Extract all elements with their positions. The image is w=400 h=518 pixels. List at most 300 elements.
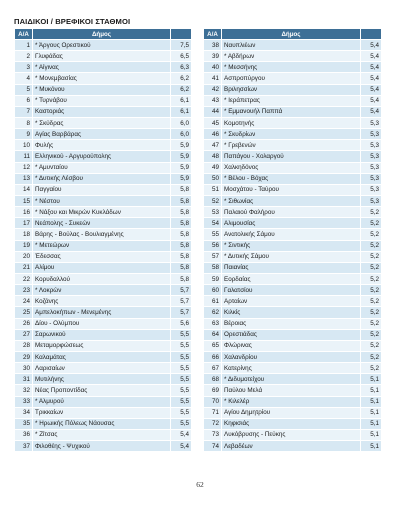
rank-cell: 37: [15, 441, 33, 452]
value-cell: 5,8: [171, 195, 192, 206]
value-cell: 5,8: [171, 240, 192, 251]
municipality-cell: Λαρισαίων: [33, 363, 171, 374]
value-cell: 5,8: [171, 229, 192, 240]
rank-cell: 51: [204, 184, 222, 195]
municipality-cell: * Διδυμοτείχου: [222, 374, 361, 385]
rank-cell: 14: [15, 184, 33, 195]
municipality-cell: Κιλκίς: [222, 307, 361, 318]
municipality-cell: * Σιντικής: [222, 240, 361, 251]
table-row: [204, 418, 382, 429]
value-cell: 6,1: [171, 106, 192, 117]
value-cell: 5,4: [361, 51, 382, 62]
municipality-cell: Χαλανδρίου: [222, 351, 361, 362]
table-row: [204, 229, 382, 240]
municipality-cell: Χαλκηδόνος: [222, 162, 361, 173]
value-cell: 5,5: [171, 385, 192, 396]
table-row: [204, 318, 382, 329]
table-row: [15, 240, 192, 251]
rank-cell: 17: [15, 218, 33, 229]
table-row: [15, 207, 192, 218]
rank-cell: 18: [15, 229, 33, 240]
municipality-cell: * Σιθωνίας: [222, 195, 361, 206]
table-row: [204, 84, 382, 95]
rank-cell: 53: [204, 207, 222, 218]
table-row: [204, 262, 382, 273]
rank-cell: 46: [204, 129, 222, 140]
table-row: [15, 51, 192, 62]
value-cell: 5,3: [361, 140, 382, 151]
value-cell: 5,1: [361, 441, 382, 452]
municipality-cell: * Βέλου - Βόχας: [222, 173, 361, 184]
table-row: [15, 195, 192, 206]
municipality-cell: Λυκόβρυσης - Πεύκης: [222, 429, 361, 440]
municipality-cell: * Λοκρών: [33, 285, 171, 296]
value-cell: 5,2: [361, 218, 382, 229]
table-row: [204, 307, 382, 318]
rank-cell: 27: [15, 329, 33, 340]
value-cell: 5,1: [361, 418, 382, 429]
rank-cell: 65: [204, 340, 222, 351]
municipality-cell: Νέας Προποντίδας: [33, 385, 171, 396]
rank-cell: 52: [204, 195, 222, 206]
table-row: [204, 363, 382, 374]
rank-cell: 41: [204, 73, 222, 84]
table-row: [204, 396, 382, 407]
municipality-cell: Γαλατσίου: [222, 285, 361, 296]
rank-cell: 63: [204, 318, 222, 329]
municipality-cell: Μοσχάτου - Ταύρου: [222, 184, 361, 195]
value-cell: 5,4: [361, 62, 382, 73]
table-row: [15, 40, 192, 51]
municipality-cell: * Κιλελέρ: [222, 396, 361, 407]
municipality-cell: Φυλής: [33, 140, 171, 151]
municipality-cell: * Ηρωικής Πόλεως Νάουσας: [33, 418, 171, 429]
value-cell: 5,1: [361, 396, 382, 407]
value-cell: 5,9: [171, 173, 192, 184]
value-cell: 5,3: [361, 117, 382, 128]
table-row: [204, 106, 382, 117]
municipality-cell: Αμπελοκήπων - Μενεμένης: [33, 307, 171, 318]
rank-cell: 40: [204, 62, 222, 73]
value-cell: 5,5: [171, 351, 192, 362]
rank-cell: 7: [15, 106, 33, 117]
rank-cell: 28: [15, 340, 33, 351]
rank-cell: 16: [15, 207, 33, 218]
rank-cell: 50: [204, 173, 222, 184]
rank-cell: 56: [204, 240, 222, 251]
rank-cell: 33: [15, 396, 33, 407]
table-row: [15, 296, 192, 307]
municipality-cell: * Αίγινας: [33, 62, 171, 73]
table-row: [204, 218, 382, 229]
municipality-cell: Παλαιού Φαλήρου: [222, 207, 361, 218]
municipality-cell: Κορυδαλλού: [33, 273, 171, 284]
value-cell: 5,4: [361, 40, 382, 51]
column-header-municipality: Δήμος: [33, 29, 171, 40]
table-row: [204, 140, 382, 151]
value-cell: 6,2: [171, 84, 192, 95]
value-cell: 6,0: [171, 129, 192, 140]
rank-cell: 6: [15, 95, 33, 106]
rank-cell: 9: [15, 129, 33, 140]
column-header-municipality: Δήμος: [222, 29, 361, 40]
table-row: [15, 374, 192, 385]
value-cell: 5,8: [171, 262, 192, 273]
rank-cell: 19: [15, 240, 33, 251]
table-row: [204, 351, 382, 362]
table-row: [204, 62, 382, 73]
municipality-cell: Βέροιας: [222, 318, 361, 329]
municipality-cell: * Εμμανουήλ Παππά: [222, 106, 361, 117]
rank-cell: 55: [204, 229, 222, 240]
rank-cell: 5: [15, 84, 33, 95]
municipality-cell: Παιανίας: [222, 262, 361, 273]
table-row: [204, 340, 382, 351]
municipality-cell: * Νάξου και Μικρών Κυκλάδων: [33, 207, 171, 218]
municipality-cell: Καστοριάς: [33, 106, 171, 117]
table-row: [15, 318, 192, 329]
rank-cell: 34: [15, 407, 33, 418]
table-row: [15, 351, 192, 362]
municipality-cell: * Μετεώρων: [33, 240, 171, 251]
municipality-cell: Έδεσσας: [33, 251, 171, 262]
municipality-cell: Βάρης - Βούλας - Βουλιαγμένης: [33, 229, 171, 240]
value-cell: 5,2: [361, 296, 382, 307]
rank-cell: 60: [204, 285, 222, 296]
value-cell: 5,5: [171, 407, 192, 418]
value-cell: 5,1: [361, 385, 382, 396]
municipality-cell: Αγίου Δημητρίου: [222, 407, 361, 418]
municipality-cell: * Αλμυρού: [33, 396, 171, 407]
table-row: [204, 195, 382, 206]
rank-cell: 42: [204, 84, 222, 95]
table-row: [15, 273, 192, 284]
value-cell: 5,2: [361, 229, 382, 240]
value-cell: 5,7: [171, 307, 192, 318]
value-cell: 5,9: [171, 151, 192, 162]
table-row: [204, 40, 382, 51]
table-row: [204, 374, 382, 385]
rank-cell: 26: [15, 318, 33, 329]
table-body-left: [15, 40, 192, 452]
value-cell: 6,1: [171, 95, 192, 106]
municipality-cell: Καλαμάτας: [33, 351, 171, 362]
table-row: [204, 151, 382, 162]
rank-cell: 66: [204, 351, 222, 362]
rank-cell: 54: [204, 218, 222, 229]
rank-cell: 11: [15, 151, 33, 162]
rank-cell: 74: [204, 441, 222, 452]
table-row: [15, 117, 192, 128]
municipality-cell: Λεβαδέων: [222, 441, 361, 452]
municipality-cell: * Μονεμβασίας: [33, 73, 171, 84]
table-row: [204, 441, 382, 452]
rank-cell: 67: [204, 363, 222, 374]
municipality-cell: Σαρωνικού: [33, 329, 171, 340]
value-cell: 5,2: [361, 329, 382, 340]
page-number: 62: [196, 480, 204, 489]
rank-cell: 32: [15, 385, 33, 396]
rank-cell: 13: [15, 173, 33, 184]
table-row: [204, 162, 382, 173]
column-header-value: [171, 29, 192, 40]
table-row: [204, 429, 382, 440]
rank-cell: 15: [15, 195, 33, 206]
table-row: [15, 229, 192, 240]
table-row: [15, 251, 192, 262]
value-cell: 5,8: [171, 184, 192, 195]
municipality-cell: Κατερίνης: [222, 363, 361, 374]
municipality-cell: Ανατολικής Σάμου: [222, 229, 361, 240]
rank-cell: 20: [15, 251, 33, 262]
municipality-cell: Αλιμουσίας: [222, 218, 361, 229]
table-row: [204, 184, 382, 195]
value-cell: 5,9: [171, 162, 192, 173]
table-row: [15, 95, 192, 106]
table-row: [204, 129, 382, 140]
rank-cell: 58: [204, 262, 222, 273]
value-cell: 6,2: [171, 73, 192, 84]
rank-cell: 69: [204, 385, 222, 396]
table-row: [15, 151, 192, 162]
table-row: [15, 441, 192, 452]
table-row: [15, 73, 192, 84]
municipality-cell: * Νέστου: [33, 195, 171, 206]
value-cell: 5,3: [361, 195, 382, 206]
rank-cell: 49: [204, 162, 222, 173]
municipality-cell: Τρικκαίων: [33, 407, 171, 418]
municipality-cell: * Τυρνάβου: [33, 95, 171, 106]
rank-cell: 73: [204, 429, 222, 440]
rank-cell: 24: [15, 296, 33, 307]
table-row: [15, 307, 192, 318]
rank-cell: 2: [15, 51, 33, 62]
municipality-cell: Παγγαίου: [33, 184, 171, 195]
municipality-cell: Εορδαίας: [222, 273, 361, 284]
table-row: [15, 173, 192, 184]
value-cell: 5,5: [171, 396, 192, 407]
municipality-cell: Κοζάνης: [33, 296, 171, 307]
table-row: [204, 95, 382, 106]
table-row: [15, 363, 192, 374]
rank-cell: 62: [204, 307, 222, 318]
table-row: [15, 385, 192, 396]
value-cell: 5,5: [171, 418, 192, 429]
table-row: [204, 251, 382, 262]
rank-cell: 30: [15, 363, 33, 374]
rank-cell: 4: [15, 73, 33, 84]
municipality-cell: Ναυπλιέων: [222, 40, 361, 51]
rank-cell: 3: [15, 62, 33, 73]
rank-cell: 12: [15, 162, 33, 173]
value-cell: 5,4: [361, 106, 382, 117]
table-row: [15, 329, 192, 340]
municipality-cell: * Αμυνταίου: [33, 162, 171, 173]
value-cell: 5,8: [171, 207, 192, 218]
table-row: [204, 173, 382, 184]
table-row: [204, 385, 382, 396]
rank-cell: 10: [15, 140, 33, 151]
table-row: [15, 140, 192, 151]
rank-cell: 72: [204, 418, 222, 429]
value-cell: 5,3: [361, 184, 382, 195]
table-row: [204, 117, 382, 128]
value-cell: 5,5: [171, 363, 192, 374]
table-row: [15, 340, 192, 351]
rank-cell: 43: [204, 95, 222, 106]
municipality-cell: Αρταίων: [222, 296, 361, 307]
table-row: [204, 407, 382, 418]
rank-cell: 31: [15, 374, 33, 385]
value-cell: 5,4: [361, 84, 382, 95]
value-cell: 5,2: [361, 207, 382, 218]
municipality-cell: * Μεσσήνης: [222, 62, 361, 73]
value-cell: 5,4: [171, 429, 192, 440]
table-row: [15, 184, 192, 195]
value-cell: 5,2: [361, 262, 382, 273]
table-row: [15, 129, 192, 140]
table-row: [15, 62, 192, 73]
rank-cell: 39: [204, 51, 222, 62]
value-cell: 6,0: [171, 117, 192, 128]
municipality-cell: * Σκυδρίων: [222, 129, 361, 140]
value-cell: 5,5: [171, 329, 192, 340]
municipality-cell: Κομοτηνής: [222, 117, 361, 128]
table-row: [204, 296, 382, 307]
municipality-cell: * Δυτικής Λέσβου: [33, 173, 171, 184]
municipality-cell: Παπάγου - Χολαργού: [222, 151, 361, 162]
rank-cell: 25: [15, 307, 33, 318]
rank-cell: 29: [15, 351, 33, 362]
rank-cell: 70: [204, 396, 222, 407]
rank-cell: 35: [15, 418, 33, 429]
table-row: [15, 84, 192, 95]
table-row: [15, 106, 192, 117]
value-cell: 5,3: [361, 173, 382, 184]
value-cell: 5,3: [361, 151, 382, 162]
municipality-cell: Αλίμου: [33, 262, 171, 273]
page-title: ΠΑΙΔΙΚΟΙ / ΒΡΕΦΙΚΟΙ ΣΤΑΘΜΟΙ: [14, 17, 131, 26]
value-cell: 5,3: [361, 129, 382, 140]
municipality-cell: Αγίας Βαρβάρας: [33, 129, 171, 140]
table-row: [15, 418, 192, 429]
value-cell: 5,2: [361, 240, 382, 251]
column-header-value: [361, 29, 382, 40]
value-cell: 5,2: [361, 340, 382, 351]
value-cell: 6,3: [171, 62, 192, 73]
column-header-number: Α/Α: [15, 29, 33, 40]
ranking-table-right: [203, 28, 382, 452]
value-cell: 5,9: [171, 140, 192, 151]
value-cell: 5,2: [361, 285, 382, 296]
municipality-cell: * Σκύδρας: [33, 117, 171, 128]
rank-cell: 8: [15, 117, 33, 128]
municipality-cell: * Άργους Ορεστικού: [33, 40, 171, 51]
table-row: [15, 262, 192, 273]
rank-cell: 22: [15, 273, 33, 284]
value-cell: 5,8: [171, 251, 192, 262]
municipality-cell: Βριλησσίων: [222, 84, 361, 95]
rank-cell: 64: [204, 329, 222, 340]
municipality-cell: Μυτιλήνης: [33, 374, 171, 385]
value-cell: 5,7: [171, 285, 192, 296]
municipality-cell: Νεάπολης - Συκεών: [33, 218, 171, 229]
rank-cell: 47: [204, 140, 222, 151]
value-cell: 5,2: [361, 251, 382, 262]
value-cell: 5,2: [361, 273, 382, 284]
municipality-cell: Γλυφάδας: [33, 51, 171, 62]
rank-cell: 44: [204, 106, 222, 117]
rank-cell: 1: [15, 40, 33, 51]
rank-cell: 71: [204, 407, 222, 418]
municipality-cell: Φλώρινας: [222, 340, 361, 351]
ranking-table-left: [14, 28, 192, 452]
table-row: [15, 396, 192, 407]
table-row: [15, 429, 192, 440]
table-row: [204, 73, 382, 84]
value-cell: 5,2: [361, 351, 382, 362]
municipality-cell: Φιλοθέης - Ψυχικού: [33, 441, 171, 452]
municipality-cell: * Αβδήρων: [222, 51, 361, 62]
rank-cell: 48: [204, 151, 222, 162]
municipality-cell: Δίου - Ολύμπου: [33, 318, 171, 329]
table-row: [15, 162, 192, 173]
value-cell: 5,7: [171, 296, 192, 307]
rank-cell: 45: [204, 117, 222, 128]
municipality-cell: Ασπροπύργου: [222, 73, 361, 84]
table-header-row: [15, 29, 192, 40]
municipality-cell: * Μυκόνου: [33, 84, 171, 95]
municipality-cell: Ελληνικού - Αργυρούπολης: [33, 151, 171, 162]
value-cell: 5,8: [171, 218, 192, 229]
municipality-cell: * Ζίτσας: [33, 429, 171, 440]
rank-cell: 57: [204, 251, 222, 262]
table-row: [15, 407, 192, 418]
municipality-cell: Μεταμορφώσεως: [33, 340, 171, 351]
value-cell: 5,1: [361, 407, 382, 418]
rank-cell: 36: [15, 429, 33, 440]
rank-cell: 68: [204, 374, 222, 385]
municipality-cell: Κηφισιάς: [222, 418, 361, 429]
table-row: [204, 207, 382, 218]
column-header-number: Α/Α: [204, 29, 222, 40]
value-cell: 5,5: [171, 374, 192, 385]
value-cell: 5,4: [361, 95, 382, 106]
table-row: [204, 240, 382, 251]
value-cell: 5,1: [361, 429, 382, 440]
municipality-cell: * Ιεράπετρας: [222, 95, 361, 106]
value-cell: 5,3: [361, 162, 382, 173]
rank-cell: 38: [204, 40, 222, 51]
table-row: [204, 273, 382, 284]
value-cell: 5,2: [361, 318, 382, 329]
value-cell: 6,5: [171, 51, 192, 62]
value-cell: 5,6: [171, 318, 192, 329]
value-cell: 5,4: [361, 73, 382, 84]
value-cell: 5,8: [171, 273, 192, 284]
value-cell: 5,2: [361, 307, 382, 318]
rank-cell: 59: [204, 273, 222, 284]
table-row: [15, 285, 192, 296]
rank-cell: 61: [204, 296, 222, 307]
table-row: [204, 285, 382, 296]
table-row: [204, 51, 382, 62]
table-row: [15, 218, 192, 229]
municipality-cell: Ορεστιάδας: [222, 329, 361, 340]
table-body-right: [204, 40, 382, 452]
municipality-cell: Παύλου Μελά: [222, 385, 361, 396]
value-cell: 5,4: [171, 441, 192, 452]
